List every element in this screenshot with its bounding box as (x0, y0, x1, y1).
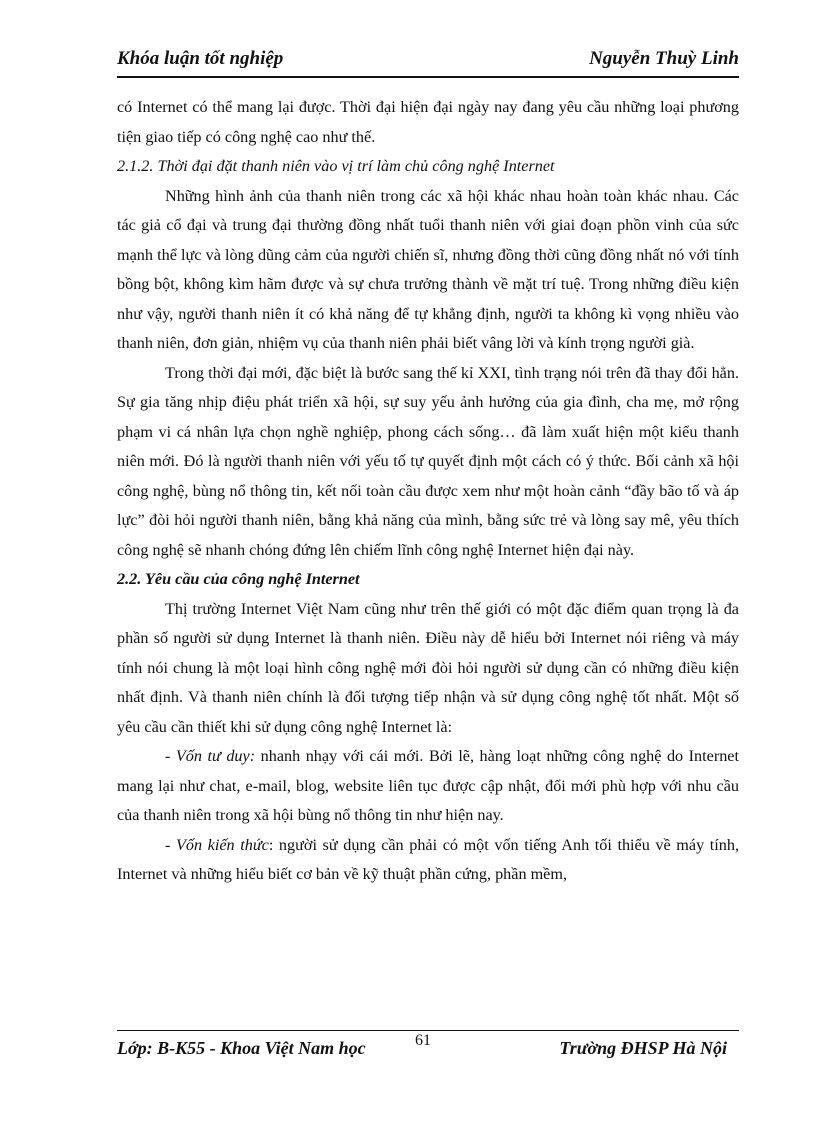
page-body (117, 93, 739, 890)
footer-university: Trường ĐHSP Hà Nội (559, 1038, 727, 1058)
page-footer (117, 1034, 739, 1064)
paragraph-continuation: có Internet có thể mang lại được. Thời đại hiện đại ngày nay đang yêu cầu những loại phương tiện giao tiếp có công nghệ cao như thế. (117, 98, 739, 146)
header-divider (117, 76, 739, 78)
bullet-thinking-capital (117, 742, 739, 831)
footer-divider (117, 1030, 739, 1031)
header-thesis-title: Khóa luận tốt nghiệp (117, 48, 284, 69)
page-header (117, 48, 739, 78)
bullet-text: : người sử dụng cần phải có một vốn tiếng Anh tối thiểu về máy tính, Internet và những hiểu biết cơ bản về kỹ thuật phần cứng, phần mềm, (117, 835, 739, 883)
bullet-label: Vốn kiến thức (176, 835, 269, 854)
page-number: 61 (415, 1032, 431, 1049)
footer-class-info: Lớp: B-K55 - Khoa Việt Nam học (117, 1038, 366, 1058)
bullet-dash: - (165, 835, 176, 854)
bullet-text: nhanh nhạy với cái mới. Bởi lẽ, hàng loạt những công nghệ do Internet mang lại như chat, e-mail, blog, website liên tục được cập nhật, đổi mới phù hợp với nhu cầu của thanh niên trong xã hội bùng nổ thông tin như hiện nay. (117, 747, 739, 824)
section-heading-2-2: 2.2. Yêu cầu của công nghệ Internet (117, 570, 360, 588)
header-author-name: Nguyễn Thuỳ Linh (589, 48, 739, 69)
paragraph-internet-market: Thị trường Internet Việt Nam cũng như trên thế giới có một đặc điểm quan trọng là đa phần số người sử dụng Internet là thanh niên. Điều này dễ hiểu bởi Internet nói riêng và máy tính nói chung là một loại hình công nghệ mới đòi hỏi người sử dụng cần có những điều kiện nhất định. Và thanh niên chính là đối tượng tiếp nhận và sử dụng công nghệ tốt nhất. Một số yêu cầu cần thiết khi sử dụng công nghệ Internet là: (117, 599, 739, 736)
bullet-label: Vốn tư duy: (175, 747, 256, 765)
bullet-dash: - (165, 747, 176, 765)
paragraph-youth-history: Những hình ảnh của thanh niên trong các xã hội khác nhau hoàn toàn khác nhau. Các tác giả cổ đại và trung đại thường đồng nhất tuổi thanh niên với giai đoạn phồn vinh của sức mạnh thể lực và lòng dũng cảm của người chiến sĩ, nhưng đồng thời cũng đồng nhất nó với tính bồng bột, không kìm hãm được và sự chưa trưởng thành về mặt trí tuệ. Trong những điều kiện như vậy, người thanh niên ít có khả năng để tự khẳng định, người ta không kì vọng nhiều vào thanh niên, đơn giản, nhiệm vụ của thanh niên phải biết vâng lời và kính trọng người già. (117, 186, 739, 352)
subsection-heading-2-1-2: 2.1.2. Thời đại đặt thanh niên vào vị trí làm chủ công nghệ Internet (117, 157, 555, 175)
paragraph-new-era: Trong thời đại mới, đặc biệt là bước sang thế kỉ XXI, tình trạng nói trên đã thay đổi hẳn. Sự gia tăng nhịp điệu phát triển xã hội, sự suy yếu ảnh hưởng của gia đình, cha mẹ, mở rộng phạm vi cá nhân lựa chọn nghề nghiệp, phong cách sống… đã làm xuất hiện một kiểu thanh niên mới. Đó là người thanh niên với yếu tố tự quyết định một cách có ý thức. Bối cảnh xã hội công nghệ, bùng nổ thông tin, kết nối toàn cầu được xem như một hoàn cảnh “đầy bão tố và áp lực” đòi hỏi người thanh niên, bằng khả năng của mình, bằng sức trẻ và lòng say mê, yêu thích công nghệ sẽ nhanh chóng đứng lên chiếm lĩnh công nghệ Internet hiện đại này. (117, 363, 739, 559)
bullet-knowledge-capital (117, 831, 739, 890)
